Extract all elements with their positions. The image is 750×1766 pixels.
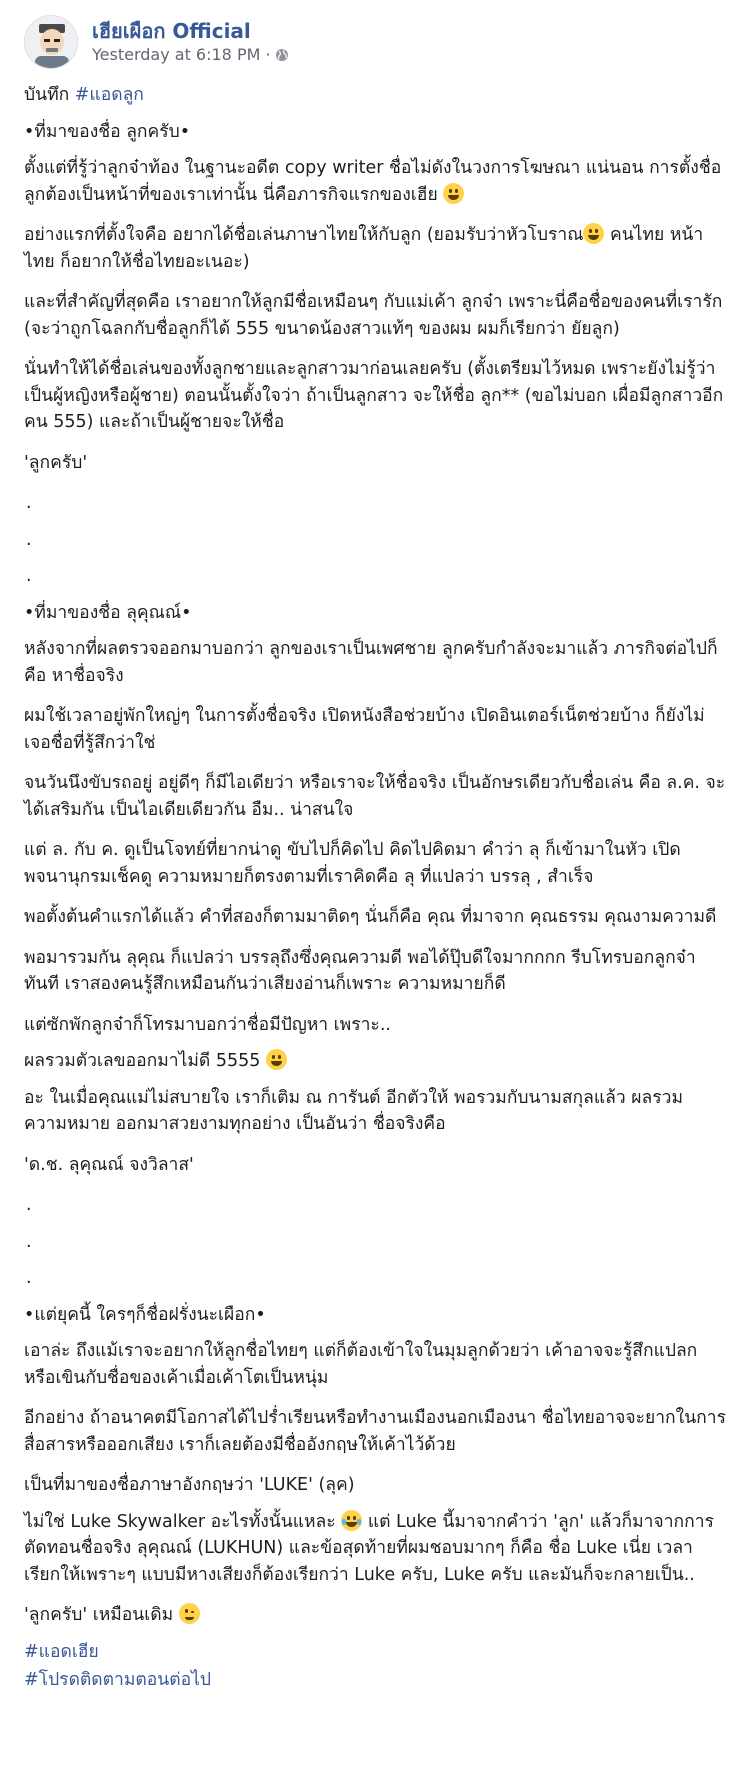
post-meta: [92, 44, 289, 66]
post-paragraph: [24, 82, 726, 109]
post-timestamp[interactable]: Yesterday at 6:18 PM: [92, 45, 261, 64]
post-paragraph: พอตั้งต้นคำแรกได้แล้ว คำที่สองก็ตามมาติดๆ นั่นก็คือ คุณ ที่มาจาก คุณธรรม คุณงามความดี: [24, 907, 717, 927]
wink-emoji-icon: [179, 1603, 200, 1624]
post-body: [24, 82, 726, 1694]
post-paragraph: 'ด.ช. ลุคุณณ์ จงวิลาส': [24, 1154, 194, 1175]
hashtag-link[interactable]: #แอดเฮีย: [24, 1641, 99, 1662]
paragraph-text: แต่ Luke นี้มาจากคำว่า 'ลูก' แล้วก็มาจากการตัดทอนชื่อจริง ลุคุณณ์ (LUKHUN) และข้อสุดท้ายที่ผมชอบมากๆ ก็คือ ชื่อ Luke เนี่ย เวลาเรียกให้เพราะๆ แบบมีหางเสียงก็ต้องเรียกว่า Luke ครับ, Luke ครับ และมันก็จะกลายเป็น..: [24, 1511, 714, 1585]
dot-separator: .: [26, 566, 32, 586]
meta-separator: ·: [265, 45, 271, 64]
post-paragraph: อะ ในเมื่อคุณแม่ไม่สบายใจ เราก็เติม ณ การันต์ อีกตัวให้ พอรวมกับนามสกุลแล้ว ผลรวม ความหมาย ออกมาสวยงามทุกอย่าง เป็นอันว่า ชื่อจริงคือ: [24, 1087, 684, 1134]
dot-separator: .: [26, 1268, 32, 1288]
paragraph-text: ตั้งแต่ที่รู้ว่าลูกจ๋าท้อง ในฐานะอดีต copy writer ชื่อไม่ดังในวงการโฆษณา แน่นอน การตั้งชื่อลูกต้องเป็นหน้าที่ของเราเท่านั้น นี่คือภารกิจแรกของเฮีย: [24, 158, 722, 205]
grin-emoji-icon: [443, 183, 464, 204]
post-paragraph: และที่สำคัญที่สุดคือ เราอยากให้ลูกมีชื่อเหมือนๆ กับแม่เค้า ลูกจ๋า เพราะนี่คือชื่อของคนที่เรารัก (จะว่าถูกโฉลกกับชื่อลูกก็ได้ 555 ขนาดน้องสาวแท้ๆ ของผม ผมก็เรียกว่า ยัยลูก): [24, 292, 723, 339]
dot-separator: .: [26, 1195, 32, 1215]
post-paragraph: เป็นที่มาของชื่อภาษาอังกฤษว่า 'LUKE' (ลุค): [24, 1475, 355, 1495]
sweat-smile-emoji-icon: [266, 1049, 287, 1070]
paragraph-text: ผลรวมตัวเลขออกมาไม่ดี 5555: [24, 1051, 261, 1071]
post-paragraph: [24, 1639, 726, 1666]
avatar-illustration-icon: [25, 16, 78, 69]
post-paragraph: [24, 1602, 726, 1629]
paragraph-text: คนไทย หน้าไทย ก็อยากให้ชื่อไทยอะเนอะ): [24, 225, 704, 272]
paragraph-text: 'ลูกครับ' เหมือนเดิม: [24, 1605, 174, 1625]
post-paragraph: [24, 1048, 726, 1075]
post-paragraph: ผมใช้เวลาอยู่พักใหญ่ๆ ในการตั้งชื่อจริง เปิดหนังสือช่วยบ้าง เปิดอินเตอร์เน็ตช่วยบ้าง ก็ยังไม่เจอชื่อที่รู้สึกว่าใช่: [24, 706, 705, 753]
post-paragraph: เอาล่ะ ถึงแม้เราจะอยากให้ลูกชื่อไทยๆ แต่ก็ต้องเข้าใจในมุมลูกด้วยว่า เค้าอาจจะรู้สึกแปลก หรือเขินกับชื่อของเค้าเมื่อเค้าโตเป็นหนุ่ม: [24, 1341, 698, 1388]
post-paragraph: [24, 155, 726, 208]
dot-separator: .: [26, 493, 32, 513]
page-avatar[interactable]: [24, 15, 78, 69]
header-text: [92, 18, 289, 66]
post-paragraph: [24, 1667, 726, 1694]
dot-separator: .: [26, 529, 32, 550]
paragraph-text: อย่างแรกที่ตั้งใจคือ อยากได้ชื่อเล่นภาษาไทยให้กับลูก (ยอมรับว่าหัวโบราณ: [24, 225, 584, 245]
paragraph-text: ไม่ใช่ Luke Skywalker อะไรทั้งนั้นแหละ: [24, 1511, 336, 1532]
post-paragraph: [24, 222, 726, 275]
dot-separator: .: [26, 1231, 32, 1252]
post-paragraph: 'ลูกครับ': [24, 452, 88, 473]
post-paragraph: [24, 1509, 726, 1589]
page-name-link[interactable]: เฮียเผือก Official: [92, 19, 251, 43]
post-paragraph: แต่ซักพักลูกจ๋าก็โทรมาบอกว่าชื่อมีปัญหา เพราะ..: [24, 1014, 391, 1035]
sweat-smile-emoji-icon: [583, 223, 604, 244]
globe-icon[interactable]: [275, 48, 289, 62]
section-heading: •ที่มาของชื่อ ลูกครับ•: [24, 121, 191, 142]
post-paragraph: แต่ ล. กับ ค. ดูเป็นโจทย์ที่ยากน่าดู ขับไปก็คิดไป คิดไปคิดมา คำว่า ลุ ก็เข้ามาในหัว เปิดพจนานุกรมเช็คดู ความหมายก็ตรงตามที่เราคิดคือ ลุ ที่แปลว่า บรรลุ , สำเร็จ: [24, 840, 681, 887]
section-heading: •แต่ยุคนี้ ใครๆก็ชื่อฝรั่งนะเผือก•: [24, 1304, 266, 1325]
section-heading: •ที่มาของชื่อ ลุคุณณ์•: [24, 602, 192, 623]
post-paragraph: พอมารวมกัน ลุคุณ ก็แปลว่า บรรลุถึงซึ่งคุณความดี พอได้ปุ๊บดีใจมากกกก รีบโทรบอกลูกจ๋าทันที เราสองคนรู้สึกเหมือนกันว่าเสียงอ่านก็เพราะ ความหมายก็ดี: [24, 947, 696, 994]
hashtag-link[interactable]: #แอดลูก: [74, 85, 144, 105]
laughing-tears-emoji-icon: [341, 1510, 362, 1531]
paragraph-text: บันทึก: [24, 85, 75, 105]
post-paragraph: อีกอย่าง ถ้าอนาคตมีโอกาสได้ไปร่ำเรียนหรือทำงานเมืองนอกเมืองนา ชื่อไทยอาจจะยากในการสื่อสารหรือออกเสียง เราก็เลยต้องมีชื่ออังกฤษให้เค้าไว้ด้วย: [24, 1408, 726, 1455]
post-header: [24, 0, 726, 76]
hashtag-link[interactable]: #โปรดติดตามตอนต่อไป: [24, 1670, 212, 1690]
post-paragraph: นั่นทำให้ได้ชื่อเล่นของทั้งลูกชายและลูกสาวมาก่อนเลยครับ (ตั้งเตรียมไว้หมด เพราะยังไม่รู้ว่าเป็นผู้หญิงหรือผู้ชาย) ตอนนั้นตั้งใจว่า ถ้าเป็นลูกสาว จะให้ชื่อ ลูก** (ขอไม่บอก เผื่อมีลูกสาวอีกคน 555) และถ้าเป็นผู้ชายจะให้ชื่อ: [24, 359, 724, 432]
post-paragraph: จนวันนึงขับรถอยู่ อยู่ดีๆ ก็มีไอเดียว่า หรือเราจะให้ชื่อจริง เป็นอักษรเดียวกับชื่อเล่น คือ ล.ค. จะได้เสริมกัน เป็นไอเดียเดียวกัน อืม.. น่าสนใจ: [24, 773, 726, 820]
post-paragraph: หลังจากที่ผลตรวจออกมาบอกว่า ลูกของเราเป็นเพศชาย ลูกครับกำลังจะมาแล้ว ภารกิจต่อไปก็คือ หาชื่อจริง: [24, 639, 718, 686]
